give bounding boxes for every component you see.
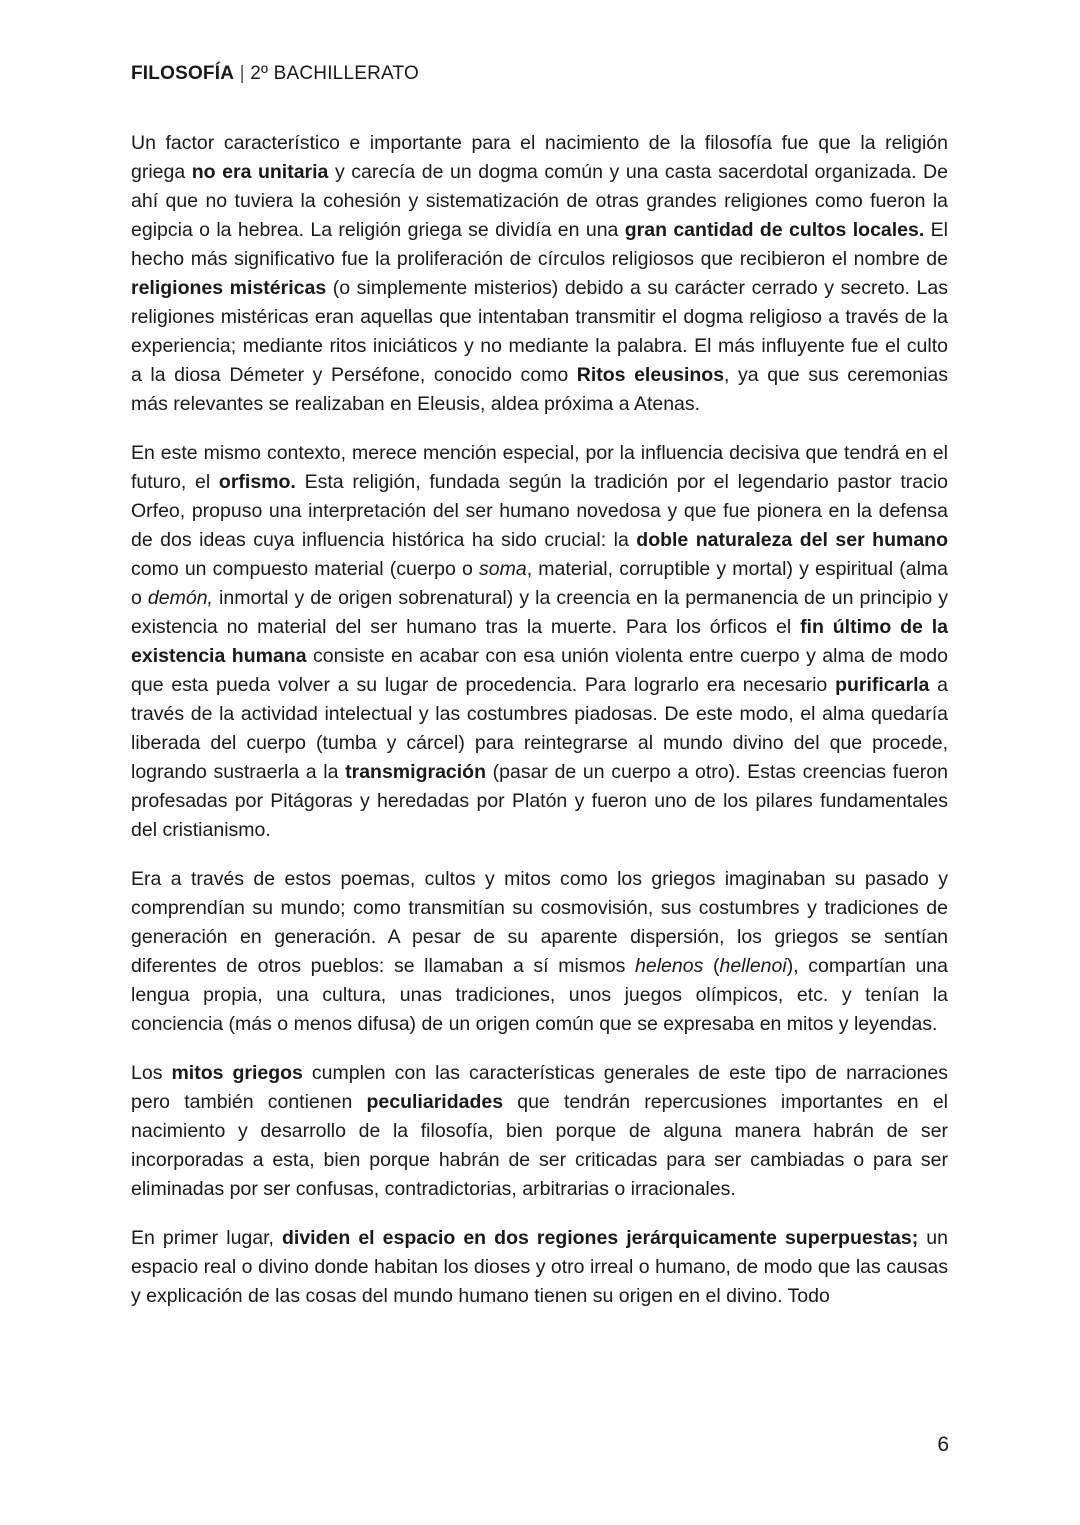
page-number: 6	[937, 1433, 949, 1456]
paragraph	[131, 129, 948, 419]
paragraph	[131, 865, 948, 1039]
paragraph	[131, 1224, 948, 1311]
bold-text: purificarla	[835, 674, 930, 696]
text-run: Los	[131, 1062, 172, 1084]
bold-text: no era unitaria	[191, 161, 329, 183]
bold-text: peculiaridades	[366, 1091, 504, 1113]
text-run: a través de la actividad intelectual y las costumbres piadosas. De este modo, el alma quedaría liberada del cuerpo (tumba y cárcel) para reintegrarse al mundo divino del que procede, logrando sustraerla a la	[131, 674, 948, 783]
bold-text: gran cantidad de cultos locales.	[624, 219, 925, 241]
text-run: y carecía de un dogma común y una casta sacerdotal organizada. De ahí que no tuviera la cohesión y sistematización de otras grandes religiones como fueron la egipcia o la hebrea. La religión griega se dividía en una	[131, 161, 948, 241]
text-run: ), compartían una lengua propia, una cultura, unas tradiciones, unos juegos olímpicos, etc. y tenían la conciencia (más o menos difusa) de un origen común que se expresaba en mitos y leyendas.	[131, 955, 948, 1035]
text-run: , material, corruptible y mortal) y espiritual (alma o	[131, 558, 948, 609]
italic-text: helenos	[635, 955, 704, 977]
text-run: En primer lugar,	[131, 1227, 282, 1249]
text-run: (pasar de un cuerpo a otro). Estas creencias fueron profesadas por Pitágoras y heredadas por Platón y fueron uno de los pilares fundamentales del cristianismo.	[131, 761, 948, 841]
header-separator: |	[234, 63, 251, 84]
document-body	[131, 129, 948, 1331]
bold-text: orfismo.	[218, 471, 296, 493]
page-header	[131, 63, 419, 85]
text-run: cumplen con las características generales de este tipo de narraciones pero también contienen	[131, 1062, 948, 1113]
text-run: Un factor característico e importante para el nacimiento de la filosofía fue que la religión griega	[131, 132, 948, 183]
italic-text: demón,	[147, 587, 213, 609]
text-run: que tendrán repercusiones importantes en el nacimiento y desarrollo de la filosofía, bien porque de alguna manera habrán de ser incorporadas a esta, bien porque habrán de ser criticadas para ser cambiadas o para ser eliminadas por ser confusas, contradictorias, arbitrarias o irracionales.	[131, 1091, 948, 1200]
text-run: , ya que sus ceremonias más relevantes se realizaban en Eleusis, aldea próxima a Atenas.	[131, 364, 949, 415]
text-run: Esta religión, fundada según la tradición por el legendario pastor tracio Orfeo, propuso una interpretación del ser humano novedosa y que fue pionera en la defensa de dos ideas cuya influencia histórica ha sido crucial: la	[131, 471, 948, 551]
text-run: consiste en acabar con esa unión violenta entre cuerpo y alma de modo que esta pueda volver a su lugar de procedencia. Para lograrlo era necesario	[131, 645, 948, 696]
text-run: (	[703, 955, 720, 977]
bold-text: fin último de la existencia humana	[131, 616, 948, 667]
paragraph	[131, 439, 948, 845]
italic-text: soma	[479, 558, 527, 580]
bold-text: transmigración	[345, 761, 486, 783]
text-run: inmortal y de origen sobrenatural) y la creencia en la permanencia de un principio y existencia no material del ser humano tras la muerte. Para los órficos el	[131, 587, 948, 638]
text-run: como un compuesto material (cuerpo o	[131, 558, 480, 580]
header-course: 2º BACHILLERATO	[250, 63, 419, 84]
header-subject: FILOSOFÍA	[131, 63, 235, 84]
bold-text: mitos griegos	[171, 1062, 303, 1084]
bold-text: dividen el espacio en dos regiones jerárquicamente superpuestas;	[282, 1227, 919, 1249]
italic-text: hellenoi	[719, 955, 787, 977]
text-run: El hecho más significativo fue la proliferación de círculos religiosos que recibieron el nombre de	[131, 219, 948, 270]
paragraph	[131, 1059, 948, 1204]
text-run: un espacio real o divino donde habitan los dioses y otro irreal o humano, de modo que las causas y explicación de las cosas del mundo humano tienen su origen en el divino. Todo	[131, 1227, 948, 1307]
bold-text: Ritos eleusinos	[576, 364, 725, 386]
text-run: Era a través de estos poemas, cultos y mitos como los griegos imaginaban su pasado y comprendían su mundo; como transmitían su cosmovisión, sus costumbres y tradiciones de generación en generación. A pesar de su aparente dispersión, los griegos se sentían diferentes de otros pueblos: se llamaban a sí mismos	[131, 868, 948, 977]
text-run: En este mismo contexto, merece mención especial, por la influencia decisiva que tendrá en el futuro, el	[131, 442, 948, 493]
bold-text: doble naturaleza del ser humano	[636, 529, 948, 551]
text-run: (o simplemente misterios) debido a su carácter cerrado y secreto. Las religiones mistéricas eran aquellas que intentaban transmitir el dogma religioso a través de la experiencia; mediante ritos iniciáticos y no mediante la palabra. El más influyente fue el culto a la diosa Démeter y Perséfone, conocido como	[131, 277, 948, 386]
bold-text: religiones mistéricas	[131, 277, 327, 299]
